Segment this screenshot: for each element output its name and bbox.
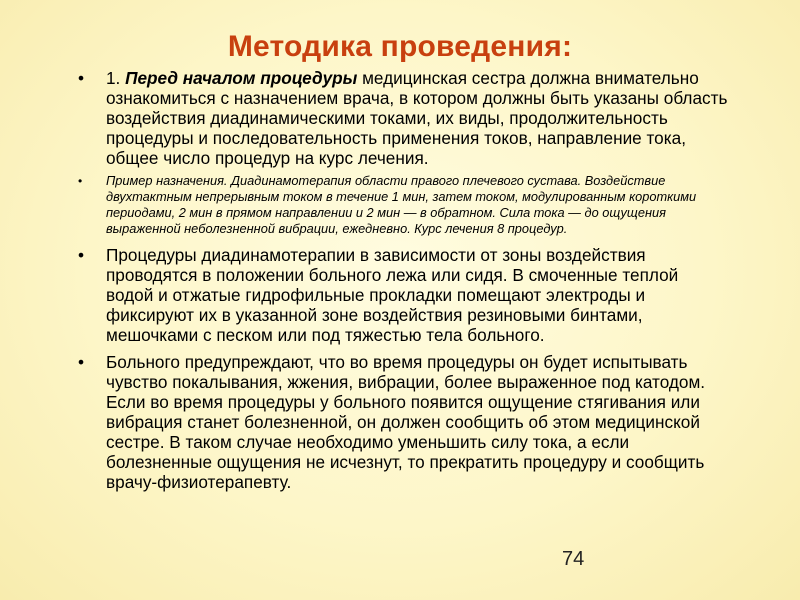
bullet-item-example	[78, 173, 728, 237]
item-text: Пример назначения. Диадинамотерапия области правого плечевого сустава. Воздействие двухтактным непрерывным током в течение 1 мин, затем током, модулированным короткими периодами, 2 мин в прямом направлении и 2 мин — в обратном. Сила тока — до ощущения выраженной неболезненной вибрации, ежедневно. Курс лечения 8 процедур.	[106, 173, 697, 236]
bullet-item-positioning	[78, 245, 728, 345]
slide-title: Методика проведения:	[227, 30, 573, 63]
item-emphasis: Перед началом процедуры	[125, 68, 358, 88]
bullet-icon: •	[78, 245, 85, 265]
bullet-icon: •	[78, 174, 83, 188]
item-number: 1.	[106, 68, 121, 88]
page-number: 74	[562, 548, 585, 570]
item-text: Больного предупреждают, что во время процедуры он будет испытывать чувство покалывания, жжения, вибрации, более выраженное под катодом. Если во время процедуры у больного появится ощущение стягивания или вибрация станет болезненной, он должен сообщить об этом медицинской сестре. В таком случае необходимо уменьшить силу тока, а если болезненные ощущения не исчезнут, то прекратить процедуру и сообщить врачу-физиотерапевту.	[106, 352, 706, 492]
bullet-list	[78, 68, 728, 499]
bullet-icon: •	[78, 352, 85, 372]
bullet-icon: •	[78, 68, 85, 88]
item-text: медицинская сестра должна внимательно ознакомиться с назначением врача, в котором должны быть указаны область воздействия диадинамическими токами, их виды, продолжительность процедуры и последовательность применения токов, направление тока, общее число процедур на курс лечения.	[106, 68, 728, 168]
bullet-item-preparation	[78, 68, 728, 168]
bullet-item-sensations	[78, 352, 728, 492]
item-text: Процедуры диадинамотерапии в зависимости от зоны воздействия проводятся в положении больного лежа или сидя. В смоченные теплой водой и отжатые гидрофильные прокладки помещают электроды и фиксируют их в указанной зоне воздействия резиновыми бинтами, мешочками с песком или под тяжестью тела больного.	[106, 245, 679, 345]
